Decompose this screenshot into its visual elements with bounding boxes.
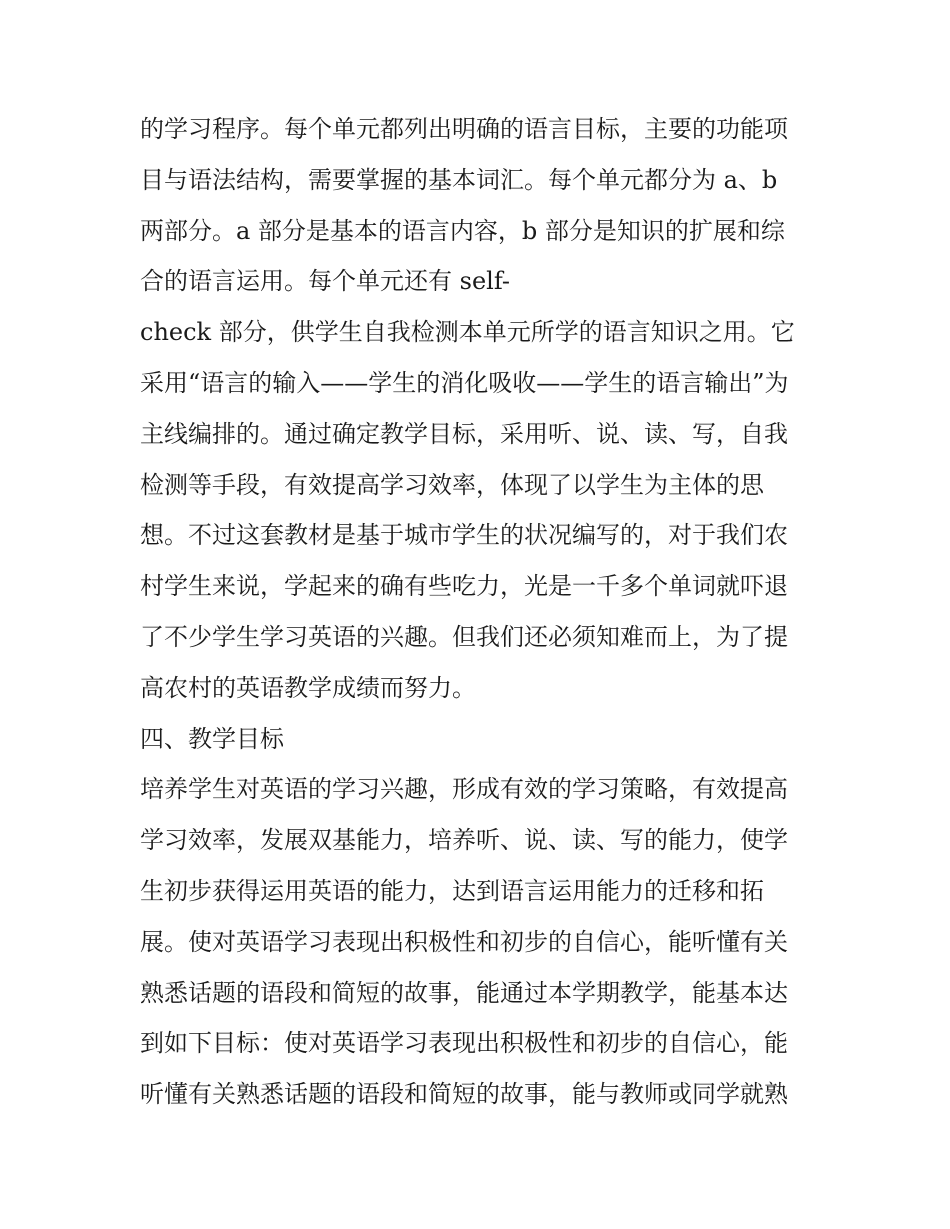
text-line: 采用“语言的输入——学生的消化吸收——学生的语言输出”为 bbox=[140, 368, 789, 397]
text-line: 主线编排的。通过确定教学目标，采用听、说、读、写，自我 bbox=[140, 419, 788, 448]
text-line: 的学习程序。每个单元都列出明确的语言目标，主要的功能项 bbox=[140, 115, 788, 143]
text-line: 生初步获得运用英语的能力，达到语言运用能力的迁移和拓 bbox=[140, 876, 764, 905]
text-line: 了不少学生学习英语的兴趣。但我们还必须知难而上，为了提 bbox=[140, 622, 788, 651]
text-line: 展。使对英语学习表现出积极性和初步的自信心，能听懂有关 bbox=[140, 927, 788, 956]
text-line: 培养学生对英语的学习兴趣，形成有效的学习策略，有效提高 bbox=[140, 775, 788, 804]
text-line: 两部分。a 部分是基本的语言内容，b 部分是知识的扩展和综 bbox=[140, 216, 785, 245]
text-line: 听懂有关熟悉话题的语段和简短的故事，能与教师或同学就熟 bbox=[140, 1080, 788, 1109]
text-line: 村学生来说，学起来的确有些吃力，光是一千多个单词就吓退 bbox=[140, 572, 788, 601]
text-line: 想。不过这套教材是基于城市学生的状况编写的，对于我们农 bbox=[140, 521, 788, 550]
text-line: check 部分，供学生自我检测本单元所学的语言知识之用。它 bbox=[140, 318, 795, 347]
text-line: 熟悉话题的语段和简短的故事，能通过本学期教学，能基本达 bbox=[140, 978, 788, 1007]
section-heading: 四、教学目标 bbox=[140, 724, 284, 753]
text-line: 目与语法结构，需要掌握的基本词汇。每个单元都分为 a、b bbox=[140, 165, 778, 194]
text-line: 合的语言运用。每个单元还有 self- bbox=[140, 267, 510, 296]
text-line: 高农村的英语教学成绩而努力。 bbox=[140, 673, 476, 702]
body-text bbox=[140, 104, 820, 1120]
text-line: 到如下目标：使对英语学习表现出积极性和初步的自信心，能 bbox=[140, 1029, 788, 1058]
text-line: 检测等手段，有效提高学习效率，体现了以学生为主体的思 bbox=[140, 470, 764, 499]
text-line: 学习效率，发展双基能力，培养听、说、读、写的能力，使学 bbox=[140, 826, 788, 855]
